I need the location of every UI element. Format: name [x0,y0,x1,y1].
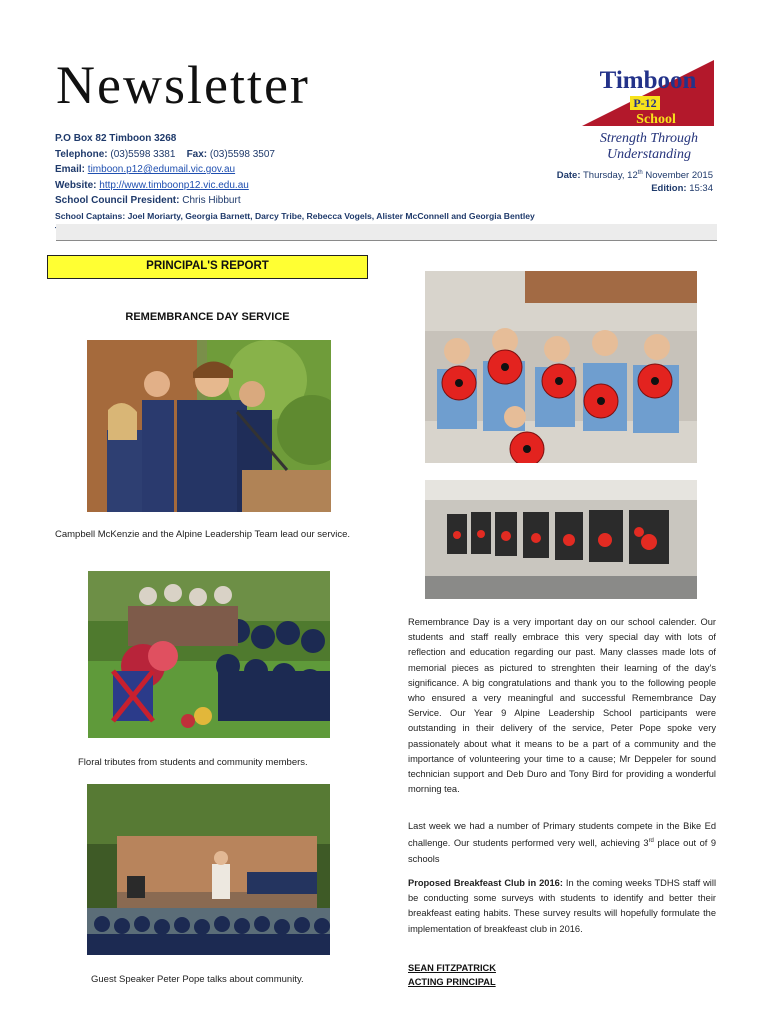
tagline-line-1: Strength Through [599,131,699,146]
date-month: November 2015 [645,170,713,182]
tagline-line-2: Understanding [607,147,691,162]
captains-label: School Captains: [55,210,126,221]
school-tagline [580,131,718,163]
logo-text-school: School [636,112,676,127]
bike-ed-text-end: place out of 9 schools [408,838,717,864]
edition-label: Edition: [651,183,687,195]
date-label: Date: [556,170,581,182]
edition-value: 15:34 [689,183,713,195]
logo-text-main: Timboon [599,67,697,94]
captains-value: Joel Moriarty, Georgia Barnett, Darcy Tribe, Rebecca Vogels, Alister McConnell and Georgia Bentley [127,210,535,221]
website-link[interactable]: http://www.timboonp12.vic.edu.au [99,179,249,191]
breakfast-club-label: Proposed Breakfeast Club in 2016: [408,878,563,888]
newsletter-title: Newsletter [56,55,310,115]
council-label: School Council President: [55,195,180,206]
website-label: Website: [55,179,97,191]
email-label: Email: [55,164,86,175]
photo-children-poppies [425,271,697,463]
caption-floral: Floral tributes from students and community members. [78,757,308,768]
photo-floral-tributes [88,571,330,738]
signature-title: ACTING PRINCIPAL [408,976,496,987]
header-divider [56,224,717,241]
bike-ed-text: Last week we had a number of Primary students compete in the Bike Ed challenge. Our students performed very well, achieving 3 [408,821,716,849]
fax-label: Fax: [186,148,208,160]
address: P.O Box 82 Timboon 3268 [55,133,177,144]
photo-poppy-artwork [425,480,697,599]
photo-guest-speaker [87,784,330,955]
date-value: Thursday, 12 [582,170,638,182]
signature-block [408,962,496,989]
dateline [557,167,713,195]
bike-ed-paragraph [408,819,716,867]
telephone-value: (03)5598 3381 [110,148,176,160]
principals-report-banner: PRINCIPAL'S REPORT [47,255,368,279]
remembrance-subhead: REMEMBRANCE DAY SERVICE [125,311,290,323]
date-sup: th [637,170,643,176]
bike-ed-sup: rd [648,838,654,845]
caption-guest-speaker: Guest Speaker Peter Pope talks about community. [91,974,304,985]
breakfast-club-text: In the coming weeks TDHS staff will be conducting some surveys with students to identify and better their breakfeast eating habits. These survey results will hopefully formulate the implementation of breakfeast club in 2016. [408,878,717,934]
photo-leadership-team [87,340,331,512]
logo-text-grade: P-12 [633,96,657,110]
telephone-label: Telephone: [55,148,108,160]
email-link[interactable]: timboon.p12@edumail.vic.gov.au [87,164,236,175]
breakfast-club-paragraph [408,876,716,937]
school-logo-graphic [578,58,718,130]
fax-value: (03)5598 3507 [209,148,275,160]
caption-leadership: Campbell McKenzie and the Alpine Leadership Team lead our service. [55,529,351,540]
signature-name: SEAN FITZPATRICK [408,963,496,973]
remembrance-paragraph: Remembrance Day is a very important day on our school calender. Our students and staff really embrace this very special day with lots of reflection and education regarding our past. Many classes made lots of memorial pieces as pictured to strenghten their learning of the day's significance. A big congratulations and thank you to the following people who ensured a very meaningful and successful Remembrance Day Service. Our Year 9 Alpine Leadership School participants were outstanding in their delivery of the service, Peter Pope spoke very passionately about what it means to be a part of a community and the importance of volunteering your time to a cause; Mr Deppeler for sound technician support and Deb Duro and Tony Bird for providing a wonderful morning tea. [408,617,716,795]
council-value: Chris Hibburt [182,195,241,206]
